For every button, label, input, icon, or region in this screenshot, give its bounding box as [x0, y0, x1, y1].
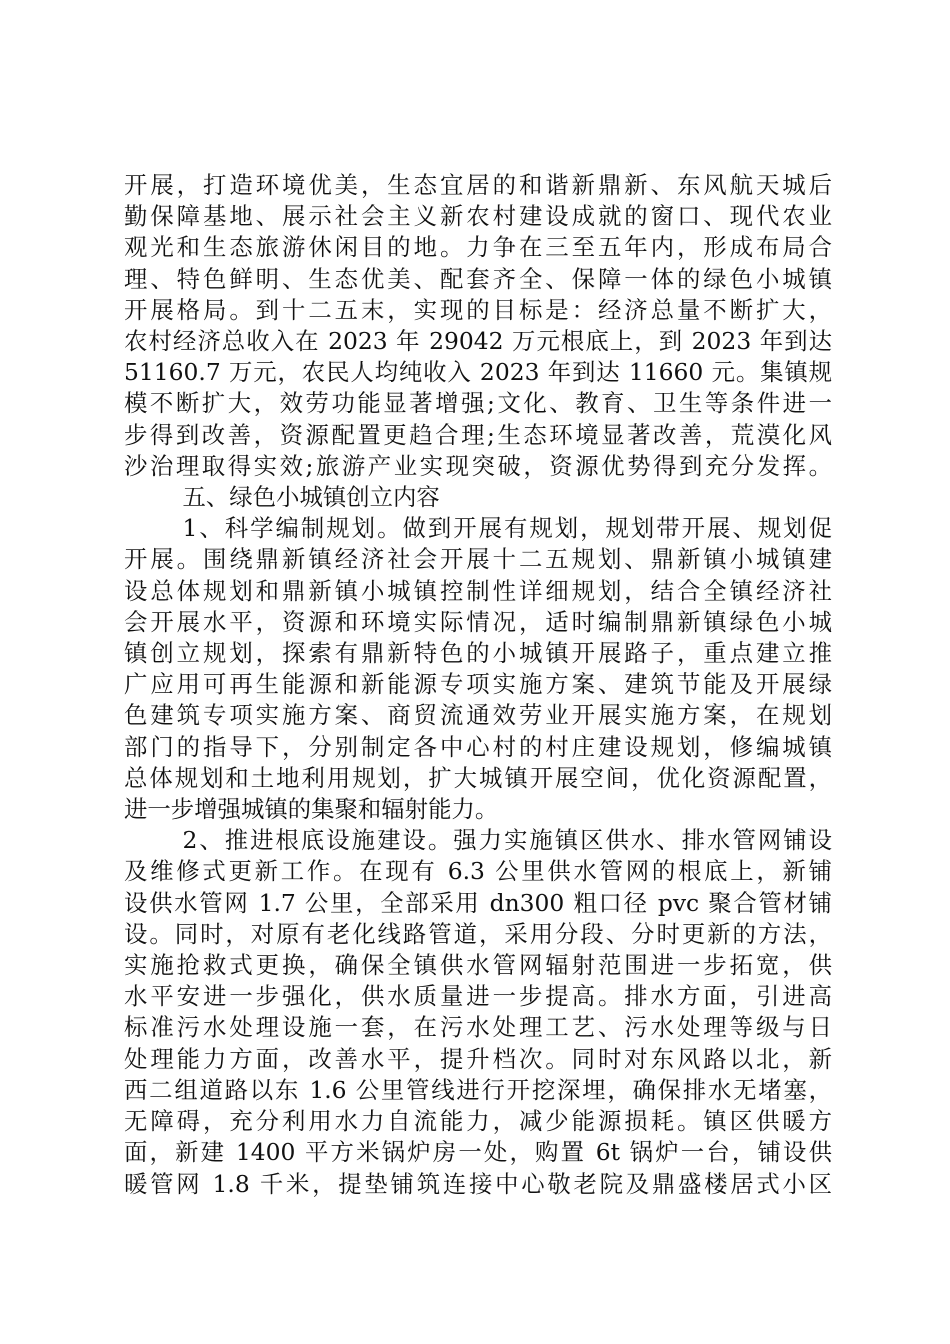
text-line: 模不断扩大，效劳功能显著增强;文化、教育、卫生等条件进一: [124, 389, 832, 418]
text-line: 总体规划和土地利用规划，扩大城镇开展空间，优化资源配置，: [124, 763, 832, 792]
text-line: 水平安进一步强化，供水质量进一步提高。排水方面，引进高: [124, 982, 832, 1011]
text-line: 观光和生态旅游休闲目的地。力争在三至五年内，形成布局合: [124, 233, 832, 262]
text-line: 镇创立规划，探索有鼎新特色的小城镇开展路子，重点建立推: [124, 639, 832, 668]
paragraph-planning: [124, 513, 832, 825]
text-line: 广应用可再生能源和新能源专项实施方案、建筑节能及开展绿: [124, 670, 832, 699]
text-line: 面，新建 1400 平方米锅炉房一处，购置 6t 锅炉一台，铺设供: [124, 1138, 832, 1167]
text-line: 及维修式更新工作。在现有 6.3 公里供水管网的根底上，新铺: [124, 857, 832, 886]
text-line: 处理能力方面，改善水平，提升档次。同时对东风路以北，新: [124, 1044, 832, 1073]
text-line: 开展格局。到十二五末，实现的目标是：经济总量不断扩大，: [124, 295, 832, 324]
text-line: 农村经济总收入在 2023 年 29042 万元根底上，到 2023 年到达: [124, 327, 832, 356]
text-line: 暖管网 1.8 千米，提垫铺筑连接中心敬老院及鼎盛楼居式小区: [124, 1169, 832, 1198]
text-line: 色建筑专项实施方案、商贸流通效劳业开展实施方案，在规划: [124, 701, 832, 730]
text-line: 设总体规划和鼎新镇小城镇控制性详细规划，结合全镇经济社: [124, 576, 832, 605]
paragraph-goals: [124, 170, 832, 482]
text-line: 标准污水处理设施一套，在污水处理工艺、污水处理等级与日: [124, 1013, 832, 1042]
heading-line: 五、绿色小城镇创立内容: [182, 483, 440, 512]
text-line: 1、科学编制规划。做到开展有规划，规划带开展、规划促: [182, 514, 832, 543]
paragraph-infrastructure: [124, 825, 832, 1199]
section-heading: [124, 482, 832, 513]
text-line: 西二组道路以东 1.6 公里管线进行开挖深埋，确保排水无堵塞，: [124, 1075, 832, 1104]
text-line: 实施抢救式更换，确保全镇供水管网辐射范围进一步拓宽，供: [124, 951, 832, 980]
text-line: 设供水管网 1.7 公里，全部采用 dn300 粗口径 pvc 聚合管材铺: [124, 888, 832, 917]
text-line: 沙治理取得实效;旅游产业实现突破，资源优势得到充分发挥。: [124, 451, 832, 480]
text-line: 勤保障基地、展示社会主义新农村建设成就的窗口、现代农业: [124, 202, 832, 231]
text-line: 51160.7 万元，农民人均纯收入 2023 年到达 11660 元。集镇规: [124, 358, 832, 387]
text-line: 部门的指导下，分别制定各中心村的村庄建设规划，修编城镇: [124, 732, 832, 761]
text-line: 开展。围绕鼎新镇经济社会开展十二五规划、鼎新镇小城镇建: [124, 545, 832, 574]
text-line: 无障碍，充分利用水力自流能力，减少能源损耗。镇区供暖方: [124, 1107, 832, 1136]
text-line: 理、特色鲜明、生态优美、配套齐全、保障一体的绿色小城镇: [124, 264, 832, 293]
text-line: 2、推进根底设施建设。强力实施镇区供水、排水管网铺设: [182, 826, 832, 855]
text-line: 步得到改善，资源配置更趋合理;生态环境显著改善，荒漠化风: [124, 420, 832, 449]
text-line: 开展，打造环境优美，生态宜居的和谐新鼎新、东风航天城后: [124, 171, 832, 199]
text-line: 进一步增强城镇的集聚和辐射能力。: [124, 795, 499, 824]
document-page: [124, 170, 832, 1200]
text-line: 会开展水平，资源和环境实际情况，适时编制鼎新镇绿色小城: [124, 607, 832, 636]
text-line: 设。同时，对原有老化线路管道，采用分段、分时更新的方法，: [124, 919, 832, 948]
